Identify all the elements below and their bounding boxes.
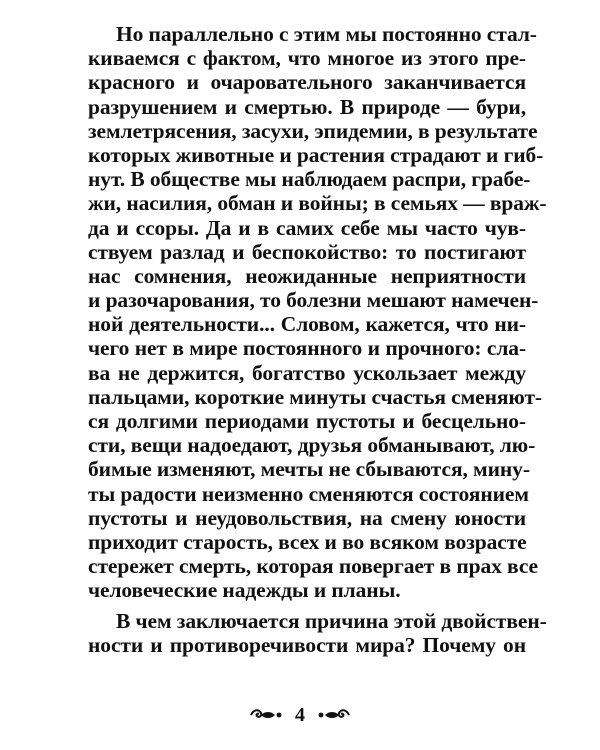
page-footer (0, 700, 600, 730)
fleuron-ornament-icon (317, 708, 351, 722)
text-line: В чем заключается причина этой двойствен- (116, 608, 547, 633)
text-line: сти, вещи надоедают, друзья обманывают, лю- (88, 433, 536, 458)
text-line: нут. В обществе мы наблюдаем распри, грабе- (88, 167, 531, 192)
text-line: красного и очаровательного заканчивается (88, 70, 526, 95)
text-line: ва не держится, богатство ускользает между (88, 360, 526, 385)
text-line: землетрясения, засухи, эпидемии, в результате (88, 118, 538, 143)
text-line: которых животные и растения страдают и гиб- (88, 142, 544, 167)
text-line: чего нет в мире постоянного и прочного: сла- (88, 336, 526, 361)
text-line: ты радости неизменно сменяются состоянием (88, 481, 529, 506)
text-line: разрушением и смертью. В природе — бури, (88, 94, 526, 119)
text-line: жи, насилия, обман и войны; в семьях — враж- (88, 191, 547, 216)
text-line: стережет смерть, которая повергает в прах все (88, 554, 538, 579)
text-line: ся долгими периодами пустоты и бесцельно- (88, 409, 526, 433)
text-line: пустоты и неудовольствия, на смену юности (88, 505, 526, 530)
text-line: Но параллельно с этим мы постоянно стал- (116, 22, 537, 46)
text-line: человеческие надежды и планы. (88, 578, 401, 603)
text-line: ной деятельности... Словом, кажется, что ни- (88, 312, 526, 337)
text-line: ствуем разлад и беспокойство: то постигают (88, 239, 526, 264)
text-line: ности и противоречивости мира? Почему он (88, 632, 526, 657)
text-line: пальцами, короткие минуты счастья сменяют- (88, 384, 542, 409)
body-text (88, 22, 547, 657)
text-line: нас сомнения, неожиданные неприятности (88, 263, 526, 288)
text-line: и разочарования, то болезни мешают намечен- (88, 288, 539, 313)
page-number: 4 (295, 704, 305, 726)
text-line: да и ссоры. Да и в самих себе мы часто чув- (88, 215, 526, 240)
text-line: бимые изменяют, мечты не сбываются, мину- (88, 457, 530, 482)
fleuron-ornament-icon (249, 708, 283, 722)
text-line: киваемся с фактом, что многое из этого пре- (88, 46, 526, 71)
text-line: приходит старость, всех и во всяком возрасте (88, 529, 527, 554)
